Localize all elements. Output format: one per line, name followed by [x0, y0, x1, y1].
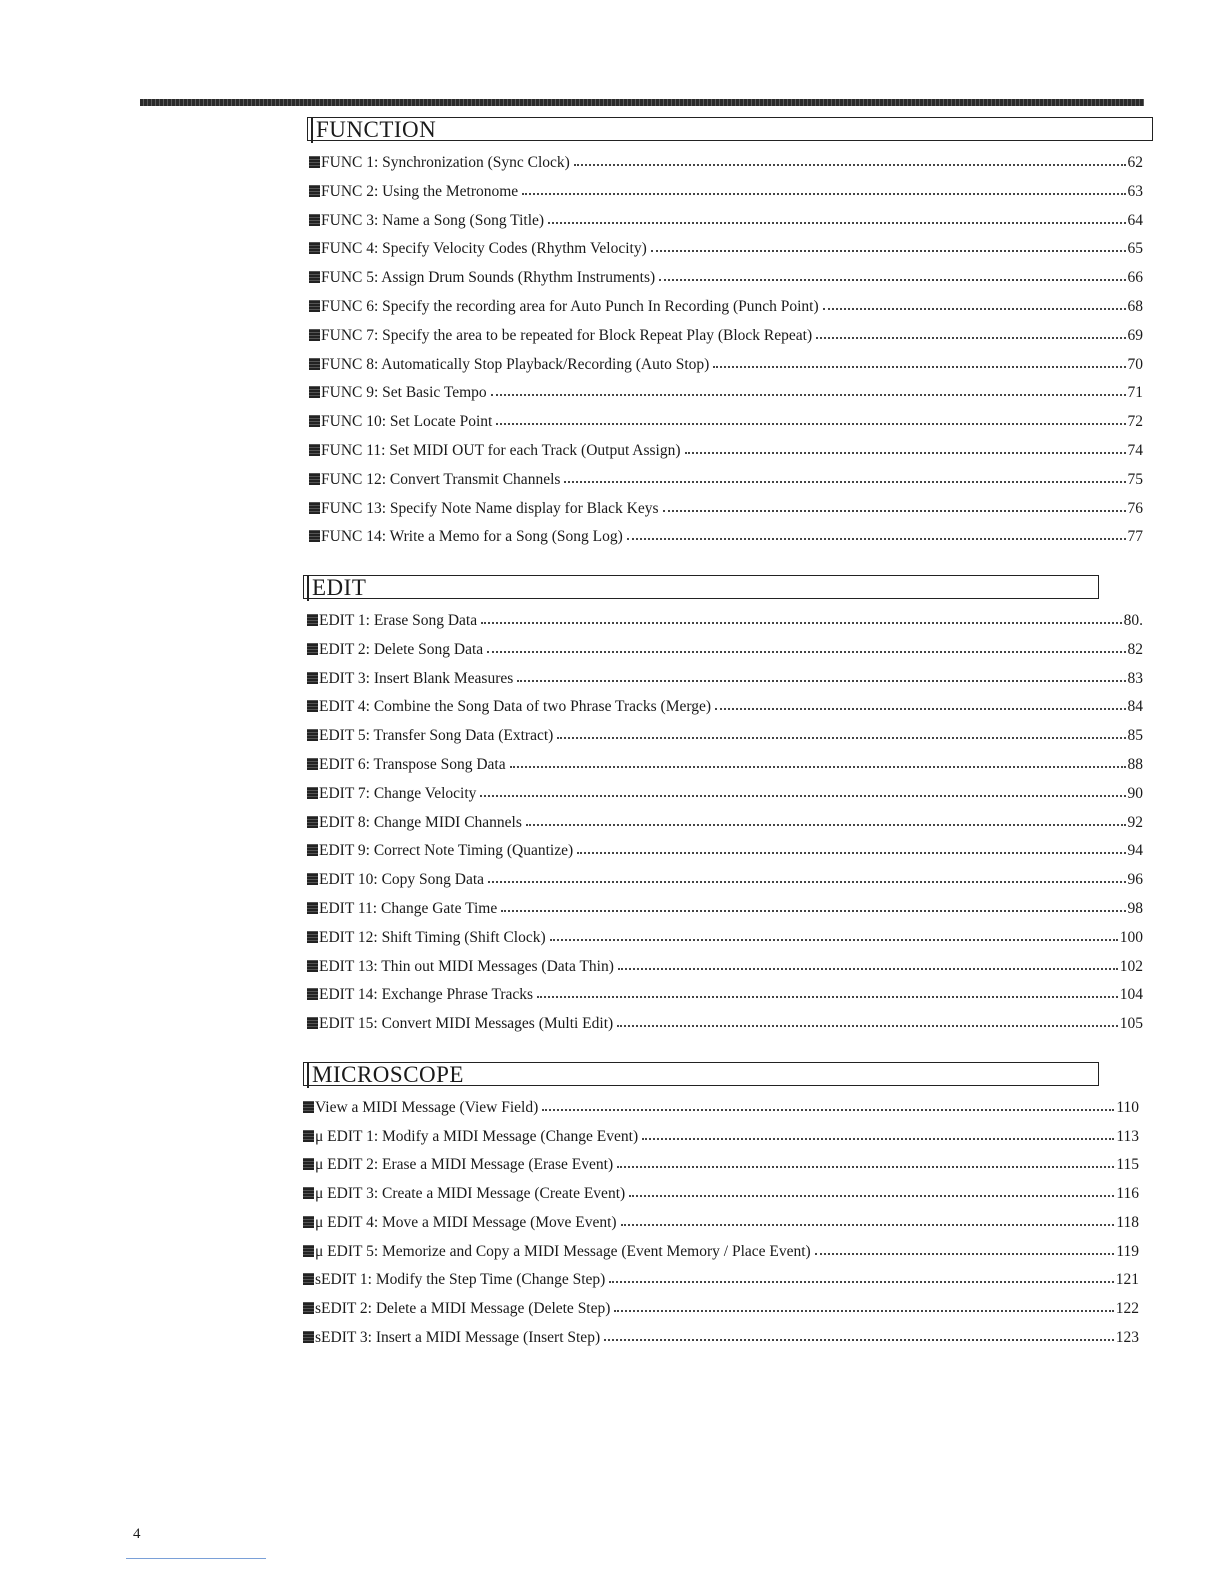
toc-entry-label: FUNC 11: Set MIDI OUT for each Track (Output Assign): [321, 442, 681, 459]
dot-leader: [526, 824, 1126, 826]
toc-entry[interactable]: [309, 348, 1143, 374]
toc-entry-page: 119: [1116, 1242, 1139, 1260]
toc-entry[interactable]: [307, 834, 1143, 860]
section-heading: EDIT: [307, 575, 366, 601]
dot-leader: [480, 795, 1125, 797]
toc-entry[interactable]: [307, 978, 1143, 1004]
dot-leader: [564, 481, 1125, 483]
square-bullet-icon: [303, 1216, 314, 1228]
dot-leader: [627, 538, 1126, 540]
dot-leader: [816, 337, 1125, 339]
dot-leader: [651, 250, 1126, 252]
square-bullet-icon: [307, 787, 318, 799]
toc-entry[interactable]: [303, 1091, 1139, 1117]
toc-entry-page: 68: [1127, 298, 1143, 315]
square-bullet-icon: [307, 700, 318, 712]
square-bullet-icon: [309, 300, 320, 312]
toc-entry-page: 88: [1127, 756, 1143, 773]
toc-entry-label: μ EDIT 5: Memorize and Copy a MIDI Message (Event Memory / Place Event): [315, 1242, 811, 1260]
toc-entry-page: 122: [1115, 1299, 1139, 1317]
dot-leader: [823, 308, 1126, 310]
dot-leader: [614, 1310, 1113, 1312]
section-heading-box: [303, 1062, 1099, 1086]
toc-entry-label: FUNC 5: Assign Drum Sounds (Rhythm Instruments): [321, 269, 656, 287]
page-number: 4: [133, 1526, 141, 1542]
toc-entry-label: μ EDIT 4: Move a MIDI Message (Move Event): [315, 1213, 617, 1231]
dot-leader: [617, 1025, 1118, 1027]
toc-entry[interactable]: [307, 806, 1143, 832]
toc-entry-label: μ EDIT 1: Modify a MIDI Message (Change Event): [315, 1127, 639, 1145]
toc-entry-label: EDIT 7: Change Velocity: [319, 784, 477, 802]
toc-entry-label: EDIT 3: Insert Blank Measures: [319, 669, 514, 687]
toc-entry[interactable]: [303, 1321, 1139, 1347]
toc-entry-page: 80.: [1123, 612, 1143, 629]
dot-leader: [617, 1166, 1114, 1168]
toc-entry[interactable]: [309, 492, 1143, 518]
square-bullet-icon: [309, 214, 320, 226]
toc-entry[interactable]: [309, 290, 1143, 316]
square-bullet-icon: [309, 242, 320, 254]
toc-entry-page: 116: [1116, 1185, 1139, 1203]
toc-entry-page: 83: [1127, 669, 1143, 687]
dot-leader: [621, 1224, 1115, 1226]
section-heading: MICROSCOPE: [307, 1062, 464, 1088]
dot-leader: [815, 1253, 1115, 1255]
toc-entry[interactable]: [307, 690, 1143, 716]
toc-entry-page: 92: [1127, 813, 1143, 831]
square-bullet-icon: [307, 614, 318, 626]
toc-entry[interactable]: [309, 319, 1143, 345]
toc-entry-label: FUNC 10: Set Locate Point: [321, 413, 493, 431]
square-bullet-icon: [307, 672, 318, 684]
toc-entry[interactable]: [309, 175, 1143, 201]
square-bullet-icon: [309, 156, 320, 168]
toc-entry[interactable]: [307, 921, 1143, 947]
toc-entry-page: 64: [1127, 211, 1143, 229]
toc-entry-page: 90: [1127, 784, 1143, 802]
toc-entry[interactable]: [309, 204, 1143, 230]
toc-entry[interactable]: [303, 1177, 1139, 1203]
toc-entry-page: 70: [1127, 355, 1143, 373]
dot-leader: [542, 1109, 1114, 1111]
toc-entry[interactable]: [303, 1292, 1139, 1318]
toc-entry-label: FUNC 9: Set Basic Tempo: [321, 384, 487, 402]
toc-entry-label: EDIT 11: Change Gate Time: [319, 900, 498, 917]
dot-leader: [713, 366, 1125, 368]
dot-leader: [574, 164, 1126, 166]
toc-entry-page: 110: [1116, 1099, 1139, 1116]
toc-entry[interactable]: [309, 232, 1143, 258]
square-bullet-icon: [307, 873, 318, 885]
square-bullet-icon: [309, 473, 320, 485]
toc-entry-label: EDIT 6: Transpose Song Data: [319, 756, 506, 773]
toc-entry-label: FUNC 2: Using the Metronome: [321, 182, 519, 200]
dot-leader: [517, 680, 1125, 682]
toc-entry-page: 63: [1127, 182, 1143, 200]
toc-entry-page: 71: [1127, 384, 1143, 402]
toc-entry[interactable]: [307, 633, 1143, 659]
square-bullet-icon: [309, 271, 320, 283]
toc-entry-page: 123: [1115, 1328, 1139, 1346]
toc-entry-page: 118: [1116, 1213, 1139, 1231]
toc-entry-label: EDIT 2: Delete Song Data: [319, 640, 484, 658]
toc-entry[interactable]: [307, 1007, 1143, 1033]
dot-leader: [487, 651, 1125, 653]
toc-entry[interactable]: [309, 261, 1143, 287]
dot-leader: [577, 852, 1125, 854]
dot-leader: [537, 996, 1118, 998]
toc-entry-page: 82: [1127, 640, 1143, 658]
toc-entry-page: 75: [1127, 470, 1143, 488]
footer-rule: [126, 1558, 266, 1559]
toc-entry-label: EDIT 12: Shift Timing (Shift Clock): [319, 928, 546, 946]
square-bullet-icon: [303, 1245, 314, 1257]
square-bullet-icon: [303, 1101, 314, 1113]
square-bullet-icon: [303, 1158, 314, 1170]
toc-entry-page: 65: [1127, 240, 1143, 258]
dot-leader: [488, 881, 1125, 883]
toc-entry-label: FUNC 12: Convert Transmit Channels: [321, 470, 561, 488]
toc-entry-page: 84: [1127, 698, 1143, 716]
toc-entry-page: 96: [1127, 871, 1143, 889]
toc-entry-label: EDIT 10: Copy Song Data: [319, 871, 485, 889]
toc-entry-label: View a MIDI Message (View Field): [315, 1099, 539, 1116]
square-bullet-icon: [307, 960, 318, 972]
dot-leader: [501, 910, 1125, 912]
dot-leader: [659, 279, 1125, 281]
square-bullet-icon: [303, 1273, 314, 1285]
dot-leader: [481, 622, 1122, 624]
toc-entry[interactable]: [303, 1263, 1139, 1289]
square-bullet-icon: [307, 902, 318, 914]
toc-entry-page: 74: [1127, 442, 1143, 459]
square-bullet-icon: [303, 1187, 314, 1199]
toc-entry-label: μ EDIT 2: Erase a MIDI Message (Erase Event): [315, 1156, 614, 1174]
square-bullet-icon: [307, 1017, 318, 1029]
toc-entry-page: 113: [1116, 1127, 1139, 1145]
toc-entry-label: FUNC 8: Automatically Stop Playback/Recording (Auto Stop): [321, 355, 710, 373]
square-bullet-icon: [307, 988, 318, 1000]
square-bullet-icon: [307, 844, 318, 856]
section-heading-box: [303, 575, 1099, 599]
dot-leader: [642, 1138, 1114, 1140]
toc-entry[interactable]: [307, 748, 1143, 774]
toc-entry[interactable]: [307, 719, 1143, 745]
toc-entry-page: 121: [1115, 1271, 1139, 1289]
square-bullet-icon: [303, 1130, 314, 1142]
dot-leader: [685, 452, 1126, 454]
toc-entry[interactable]: [303, 1235, 1139, 1261]
square-bullet-icon: [307, 643, 318, 655]
toc-entry-label: EDIT 13: Thin out MIDI Messages (Data Thin): [319, 957, 614, 975]
square-bullet-icon: [309, 329, 320, 341]
square-bullet-icon: [309, 386, 320, 398]
toc-entry-page: 102: [1119, 957, 1143, 975]
toc-entry-label: FUNC 4: Specify Velocity Codes (Rhythm Velocity): [321, 240, 647, 258]
square-bullet-icon: [309, 530, 320, 542]
toc-entry-label: FUNC 1: Synchronization (Sync Clock): [321, 154, 570, 171]
toc-entry-label: FUNC 14: Write a Memo for a Song (Song Log): [321, 528, 623, 546]
toc-entry-page: 85: [1127, 727, 1143, 745]
dot-leader: [522, 193, 1125, 195]
toc-entry-page: 62: [1127, 154, 1143, 171]
square-bullet-icon: [307, 729, 318, 741]
dot-leader: [491, 394, 1126, 396]
toc-entry[interactable]: [303, 1120, 1139, 1146]
dot-leader: [510, 766, 1126, 768]
toc-entry[interactable]: [303, 1206, 1139, 1232]
toc-entry-label: FUNC 13: Specify Note Name display for Black Keys: [321, 499, 659, 517]
toc-entry-label: FUNC 6: Specify the recording area for Auto Punch In Recording (Punch Point): [321, 298, 819, 315]
toc-entry-label: FUNC 3: Name a Song (Song Title): [321, 211, 545, 229]
toc-entry-page: 69: [1127, 326, 1143, 344]
toc-entry-label: EDIT 15: Convert MIDI Messages (Multi Edit): [319, 1015, 614, 1033]
square-bullet-icon: [309, 444, 320, 456]
toc-entry-page: 72: [1127, 413, 1143, 431]
toc-entry[interactable]: [309, 434, 1143, 460]
toc-entry-label: sEDIT 2: Delete a MIDI Message (Delete Step): [315, 1299, 611, 1317]
toc-entry-label: EDIT 5: Transfer Song Data (Extract): [319, 727, 554, 745]
dot-leader: [663, 510, 1126, 512]
top-rule: [140, 99, 1144, 106]
toc-entry-label: FUNC 7: Specify the area to be repeated for Block Repeat Play (Block Repeat): [321, 326, 813, 344]
toc-entry-page: 94: [1127, 842, 1143, 860]
toc-entry-label: EDIT 1: Erase Song Data: [319, 612, 478, 629]
toc-entry-page: 77: [1127, 528, 1143, 546]
toc-entry-page: 100: [1119, 928, 1143, 946]
square-bullet-icon: [309, 185, 320, 197]
toc-entry-page: 66: [1127, 269, 1143, 287]
toc-entry[interactable]: [307, 777, 1143, 803]
toc-entry-label: sEDIT 3: Insert a MIDI Message (Insert Step): [315, 1328, 601, 1346]
toc-entry[interactable]: [307, 950, 1143, 976]
toc-entry-label: μ EDIT 3: Create a MIDI Message (Create Event): [315, 1185, 626, 1203]
dot-leader: [548, 222, 1125, 224]
dot-leader: [715, 708, 1125, 710]
section-heading-box: [307, 117, 1153, 141]
dot-leader: [496, 423, 1125, 425]
dot-leader: [629, 1195, 1114, 1197]
dot-leader: [550, 939, 1118, 941]
toc-entry[interactable]: [307, 604, 1143, 630]
toc-entry[interactable]: [309, 463, 1143, 489]
toc-entry[interactable]: [309, 376, 1143, 402]
dot-leader: [557, 737, 1125, 739]
toc-entry-page: 104: [1119, 986, 1143, 1004]
square-bullet-icon: [309, 502, 320, 514]
square-bullet-icon: [303, 1302, 314, 1314]
toc-entry[interactable]: [309, 146, 1143, 172]
square-bullet-icon: [307, 931, 318, 943]
toc-entry-label: EDIT 14: Exchange Phrase Tracks: [319, 986, 534, 1004]
square-bullet-icon: [303, 1331, 314, 1343]
square-bullet-icon: [307, 758, 318, 770]
dot-leader: [618, 968, 1118, 970]
toc-entry-page: 76: [1127, 499, 1143, 517]
toc-entry-label: sEDIT 1: Modify the Step Time (Change Step): [315, 1271, 606, 1289]
dot-leader: [609, 1281, 1113, 1283]
toc-entry[interactable]: [303, 1148, 1139, 1174]
section-heading: FUNCTION: [311, 117, 436, 143]
toc-entry-page: 98: [1127, 900, 1143, 917]
square-bullet-icon: [309, 358, 320, 370]
square-bullet-icon: [309, 415, 320, 427]
toc-entry-label: EDIT 8: Change MIDI Channels: [319, 813, 522, 831]
toc-entry[interactable]: [307, 863, 1143, 889]
toc-entry[interactable]: [309, 520, 1143, 546]
toc-entry[interactable]: [307, 662, 1143, 688]
toc-entry[interactable]: [307, 892, 1143, 918]
toc-entry-page: 115: [1116, 1156, 1139, 1174]
toc-entry-label: EDIT 9: Correct Note Timing (Quantize): [319, 842, 574, 860]
toc-entry[interactable]: [309, 405, 1143, 431]
dot-leader: [604, 1339, 1114, 1341]
toc-entry-page: 105: [1119, 1015, 1143, 1033]
toc-entry-label: EDIT 4: Combine the Song Data of two Phrase Tracks (Merge): [319, 698, 712, 716]
square-bullet-icon: [307, 816, 318, 828]
